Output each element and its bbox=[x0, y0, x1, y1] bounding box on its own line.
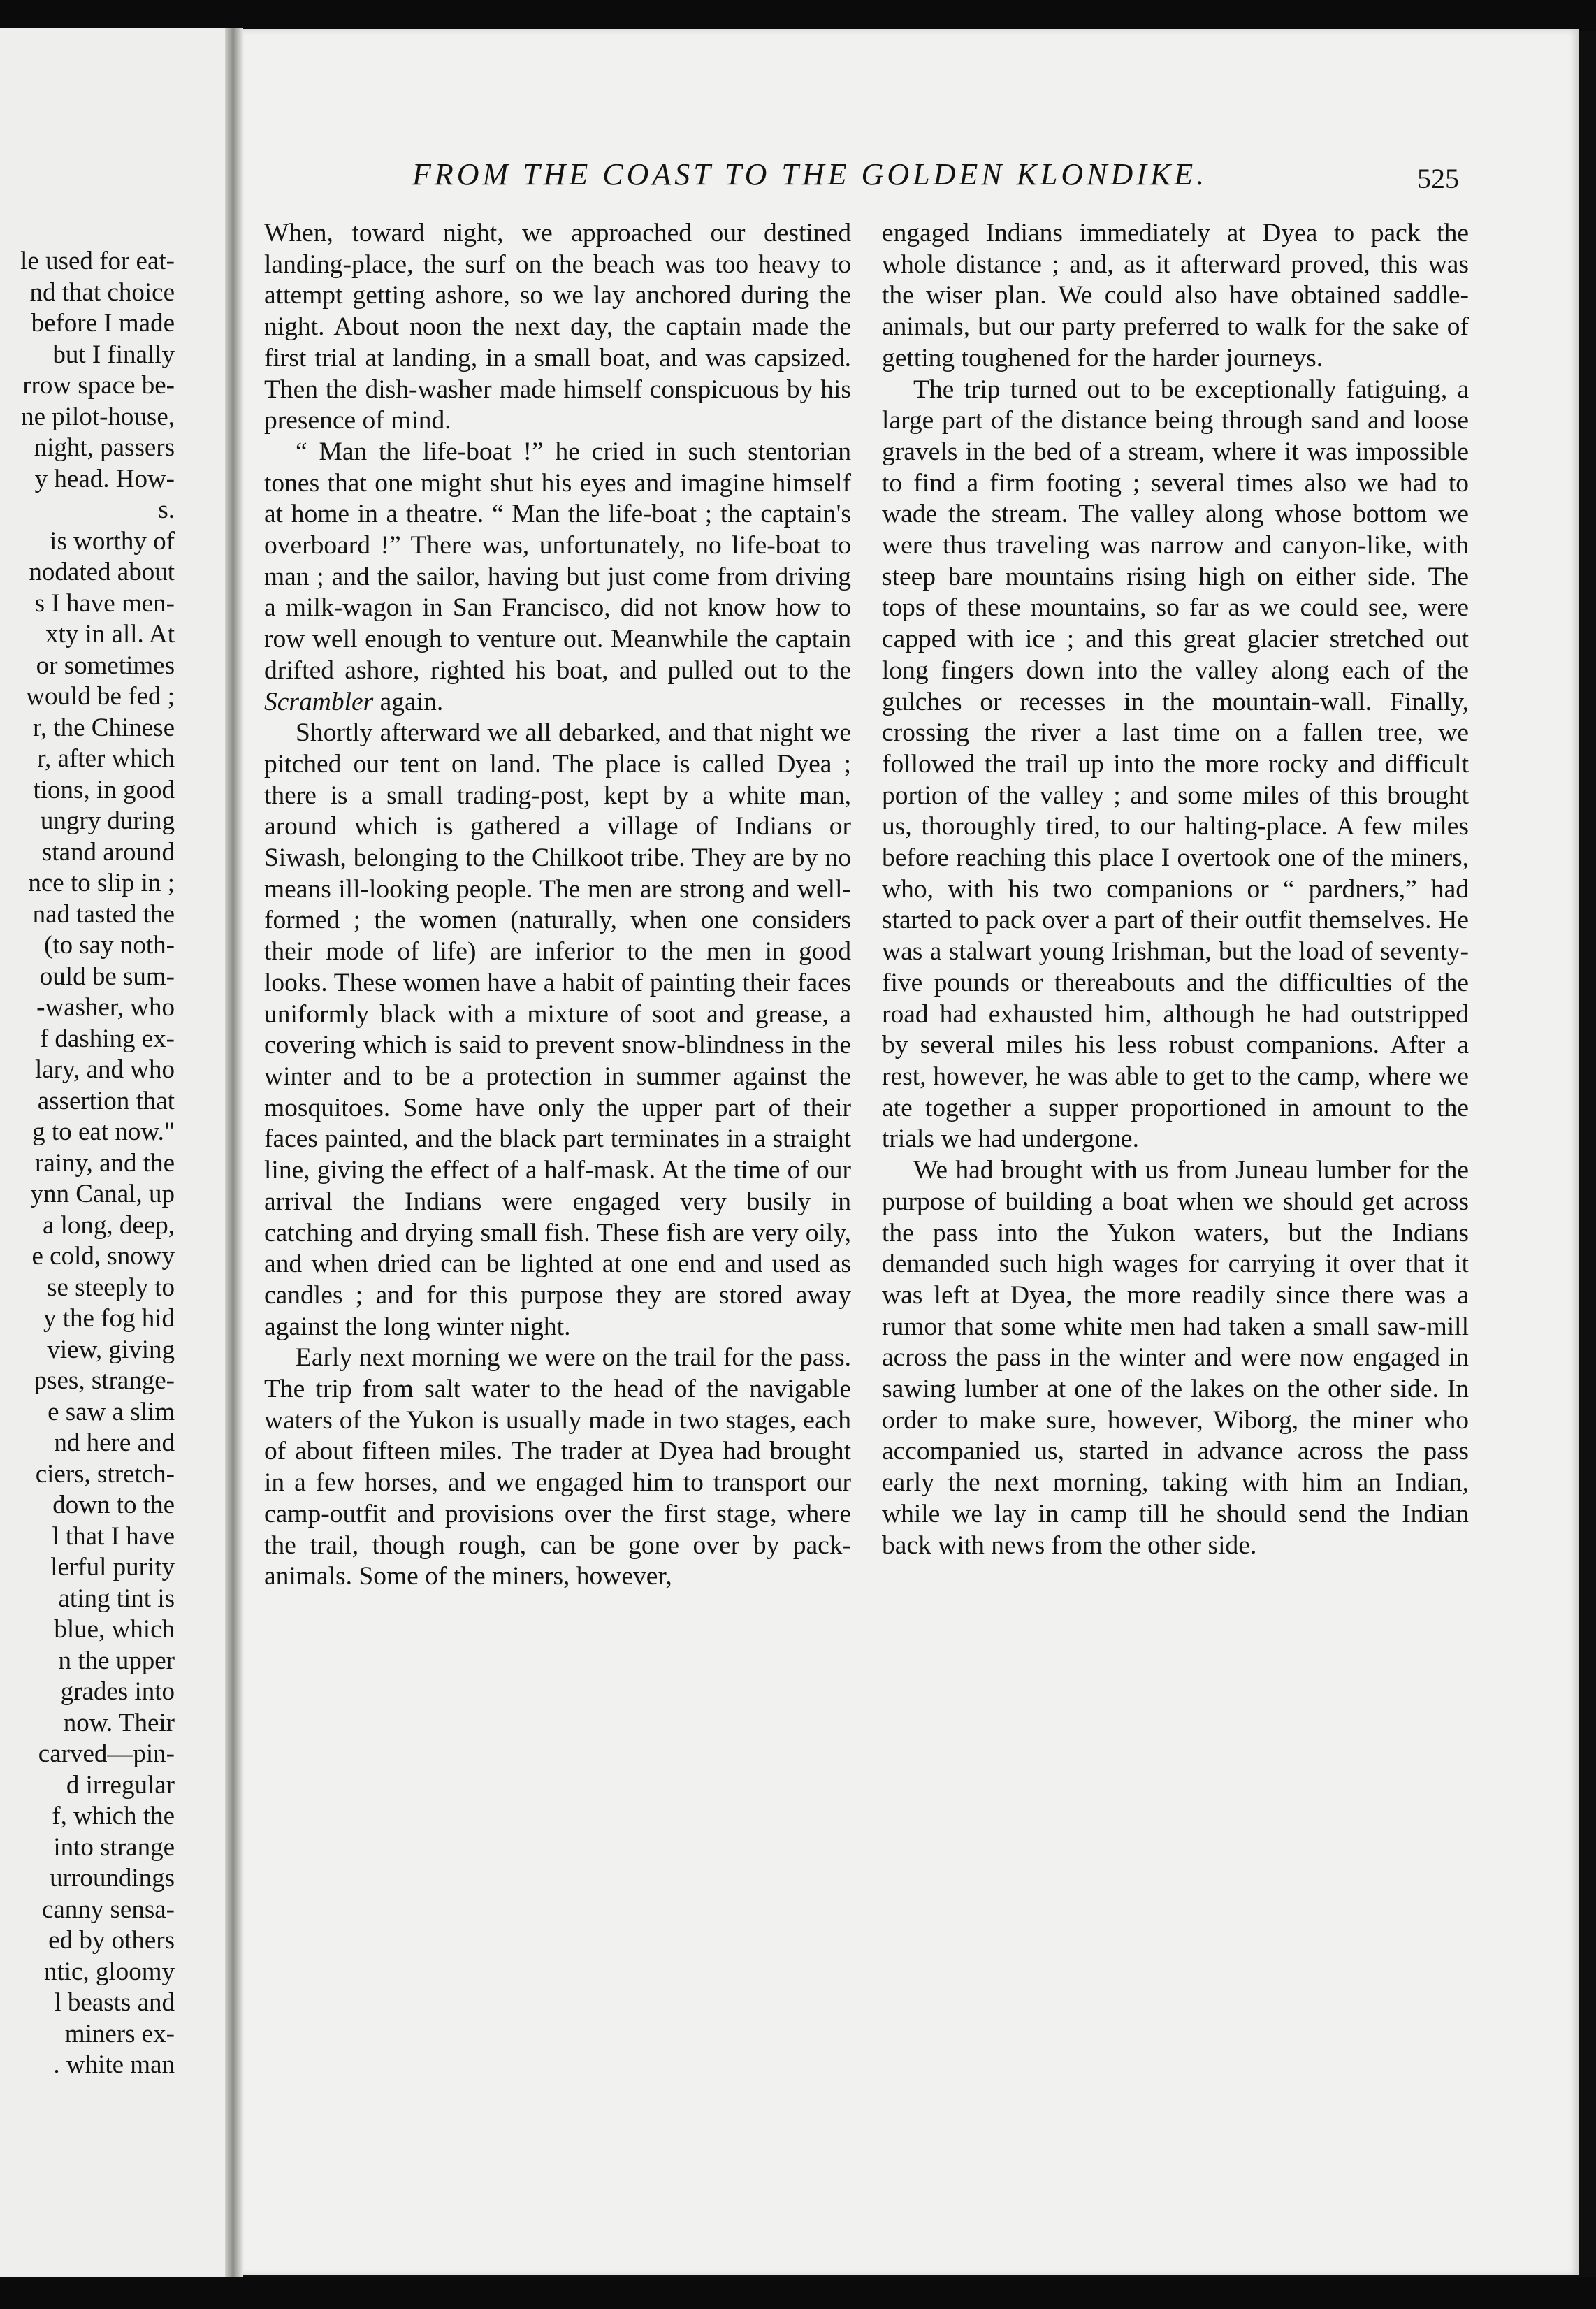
previous-page-line: pses, strange- bbox=[34, 1366, 175, 1395]
previous-page-line: r, the Chinese bbox=[33, 713, 175, 742]
paragraph: When, toward night, we approached our destined landing-place, the surf on the beach was too heavy to attempt getting ashore, so we lay anchored during the night. About noon the next day, the captain made the first trial at landing, in a small boat, and was capsized. Then the dish-washer made himself conspicuous by his presence of mind. bbox=[264, 219, 851, 435]
previous-page-line: l beasts and bbox=[54, 1988, 175, 2017]
previous-page-line: view, giving bbox=[47, 1335, 175, 1364]
previous-page-line: ed by others bbox=[48, 1926, 175, 1955]
previous-page-line: r, after which bbox=[37, 744, 175, 773]
previous-page-line: f, which the bbox=[52, 1802, 175, 1830]
paragraph: Early next morning we were on the trail for the pass. The trip from salt water to the head of the navigable waters of the Yukon is usually made in two stages, each of about fifteen miles. The trader at Dyea had brought in a few horses, and we engaged him to transport our camp-outfit and provisions over the first stage, where the trail, though rough, can be gone over by pack-animals. Some of the miners, however, bbox=[264, 1343, 851, 1591]
previous-page-line: lerful purity bbox=[50, 1553, 175, 1581]
scan-bottom-border bbox=[0, 2277, 1596, 2309]
previous-page-line: ne pilot-house, bbox=[21, 402, 175, 431]
previous-page-line: or sometimes bbox=[36, 651, 175, 680]
previous-page-line: is worthy of bbox=[50, 526, 175, 556]
paragraph: Shortly afterward we all debarked, and that night we pitched our tent on land. The place is called Dyea ; there is a small trading-post, kept by a white man, around which is gathered a village of Indians or Siwash, belonging to the Chilkoot tribe. They are by no means ill-looking people. The men are strong and well-formed ; the women (naturally, when one considers their mode of life) are inferior to the men in good looks. These women have a habit of painting their faces uniformly black with a mixture of soot and grease, a covering which is said to prevent snow-blindness in the winter and to be a protection in summer against the mosquitoes. Some have only the upper part of their faces painted, and the black part terminates in a straight line, giving the effect of a half-mask. At the time of our arrival the Indians were engaged very busily in catching and drying small fish. These fish are very oily, and when dried can be lighted at one end and used as candles ; and for this purpose they are stored away against the long winter night. bbox=[264, 718, 851, 1341]
previous-page-line: grades into bbox=[60, 1677, 175, 1706]
previous-page-line: urroundings bbox=[50, 1864, 175, 1892]
previous-page-line: f dashing ex- bbox=[39, 1024, 175, 1053]
text-column-left bbox=[264, 218, 851, 1593]
previous-page-line: s. bbox=[158, 495, 175, 524]
ship-name: Scrambler bbox=[264, 687, 374, 716]
previous-page-line: nce to slip in ; bbox=[28, 869, 175, 897]
previous-page-line: rrow space be- bbox=[22, 371, 175, 400]
previous-page-line: but I finally bbox=[52, 340, 175, 369]
previous-page-line: n the upper bbox=[58, 1646, 175, 1675]
previous-page-line: g to eat now." bbox=[32, 1117, 175, 1146]
previous-page-line: e saw a slim bbox=[48, 1397, 175, 1426]
previous-page-line: y head. How- bbox=[34, 464, 175, 493]
previous-page-line: le used for eat- bbox=[20, 247, 175, 275]
previous-page-line: e cold, snowy bbox=[31, 1242, 175, 1271]
previous-page-line: nd that choice bbox=[29, 277, 175, 307]
previous-page-line: (to say noth- bbox=[43, 931, 175, 960]
previous-page-line: rainy, and the bbox=[35, 1148, 175, 1178]
previous-page-line: blue, which bbox=[54, 1615, 175, 1644]
previous-page-line: a long, deep, bbox=[42, 1210, 175, 1240]
text-column-right bbox=[882, 218, 1469, 1561]
previous-page-line: ungry during bbox=[40, 806, 175, 835]
previous-page-line: -washer, who bbox=[36, 993, 175, 1022]
previous-page-line: lary, and who bbox=[34, 1055, 175, 1084]
previous-page-line: y the fog hid bbox=[43, 1304, 175, 1333]
previous-page-line: carved—pin- bbox=[38, 1739, 175, 1768]
previous-page-text-column bbox=[0, 246, 175, 2081]
previous-page-line: nd here and bbox=[54, 1428, 175, 1457]
previous-page-line: now. Their bbox=[63, 1708, 175, 1737]
previous-page-line: nad tasted the bbox=[32, 899, 175, 929]
book-gutter bbox=[225, 28, 243, 2277]
previous-page-line: ntic, gloomy bbox=[43, 1957, 175, 1986]
previous-page-line: into strange bbox=[53, 1832, 175, 1862]
previous-page-line: ating tint is bbox=[58, 1584, 175, 1613]
previous-page-line: l that I have bbox=[52, 1521, 175, 1551]
paragraph-text: again. bbox=[373, 687, 444, 716]
previous-page-line: . white man bbox=[53, 2050, 175, 2079]
previous-page-line: stand around bbox=[41, 837, 175, 867]
previous-page-line: before I made bbox=[31, 309, 175, 338]
previous-page-line: ynn Canal, up bbox=[30, 1180, 175, 1208]
previous-page-line: d irregular bbox=[66, 1770, 175, 1800]
paragraph bbox=[264, 437, 851, 718]
paragraph-text: “ Man the life-boat !” he cried in such stentorian tones that one might shut his eyes and imagine himself at home in a theatre. “ Man the life-boat ; the captain's overboard !” There was, unfortunately, no life-boat to man ; and the sailor, having but just come from driving a milk-wagon in San Francisco, did not know how to row well enough to venture out. Meanwhile the captain drifted ashore, righted his boat, and pulled out to the bbox=[264, 437, 851, 685]
previous-page-line: night, passers bbox=[34, 433, 175, 462]
paragraph: We had brought with us from Juneau lumber for the purpose of building a boat when we should get across the pass into the Yukon waters, but the Indians demanded such high wages for carrying it over that it was left at Dyea, the more readily since there was a rumor that some white men had taken a small saw-mill across the pass in the winter and were now engaged in sawing lumber at one of the lakes on the other side. In order to make sure, however, Wiborg, the miner who accompanied us, started in advance across the pass early the next morning, taking with him an Indian, while we lay in camp till he should send the Indian back with news from the other side. bbox=[882, 1156, 1469, 1560]
previous-page-line: nodated about bbox=[29, 558, 175, 586]
running-head: FROM THE COAST TO THE GOLDEN KLONDIKE. bbox=[412, 157, 1208, 191]
previous-page-line: ciers, stretch- bbox=[35, 1459, 175, 1489]
previous-page-line: tions, in good bbox=[33, 775, 175, 804]
previous-page-line: down to the bbox=[52, 1491, 175, 1519]
paragraph: engaged Indians immediately at Dyea to pack the whole distance ; and, as it afterward proved, this was the wiser plan. We could also have obtained saddle-animals, but our party preferred to walk for the sake of getting toughened for the harder journeys. bbox=[882, 219, 1469, 372]
previous-page-line: xty in all. At bbox=[45, 620, 175, 649]
previous-page-line: assertion that bbox=[37, 1086, 175, 1115]
page-number: 525 bbox=[1417, 163, 1459, 194]
scan-top-border bbox=[0, 0, 1596, 31]
previous-page-line: miners ex- bbox=[64, 2019, 175, 2048]
previous-page bbox=[0, 28, 225, 2277]
previous-page-line: ould be sum- bbox=[39, 962, 175, 991]
previous-page-line: se steeply to bbox=[47, 1273, 175, 1302]
previous-page-line: would be fed ; bbox=[26, 682, 175, 711]
previous-page-line: s I have men- bbox=[34, 588, 175, 618]
previous-page-line: canny sensa- bbox=[41, 1895, 175, 1924]
paragraph: The trip turned out to be exceptionally fatiguing, a large part of the distance being through sand and loose gravels in the bed of a stream, where it was impossible to find a firm footing ; several times also we had to wade the stream. The valley along whose bottom we were thus traveling was narrow and canyon-like, with steep bare mountains rising high on either side. The tops of these mountains, so far as we could see, were capped with ice ; and this great glacier stretched out long fingers down into the valley along each of the gulches or recesses in the mountain-wall. Finally, crossing the river a last time on a fallen tree, we followed the trail up into the more rocky and difficult portion of the valley ; and some miles of this brought us, thoroughly tired, to our halting-place. A few miles before reaching this place I overtook one of the miners, who, with his two companions or “ pardners,” had started to pack over a part of their outfit themselves. He was a stalwart young Irishman, but the load of seventy-five pounds or thereabouts and the difficulties of the road had exhausted him, although he had outstripped by several miles his less robust companions. After a rest, however, he was able to get to the camp, where we ate together a supper proportioned in amount to the trials we had undergone. bbox=[882, 375, 1469, 1154]
